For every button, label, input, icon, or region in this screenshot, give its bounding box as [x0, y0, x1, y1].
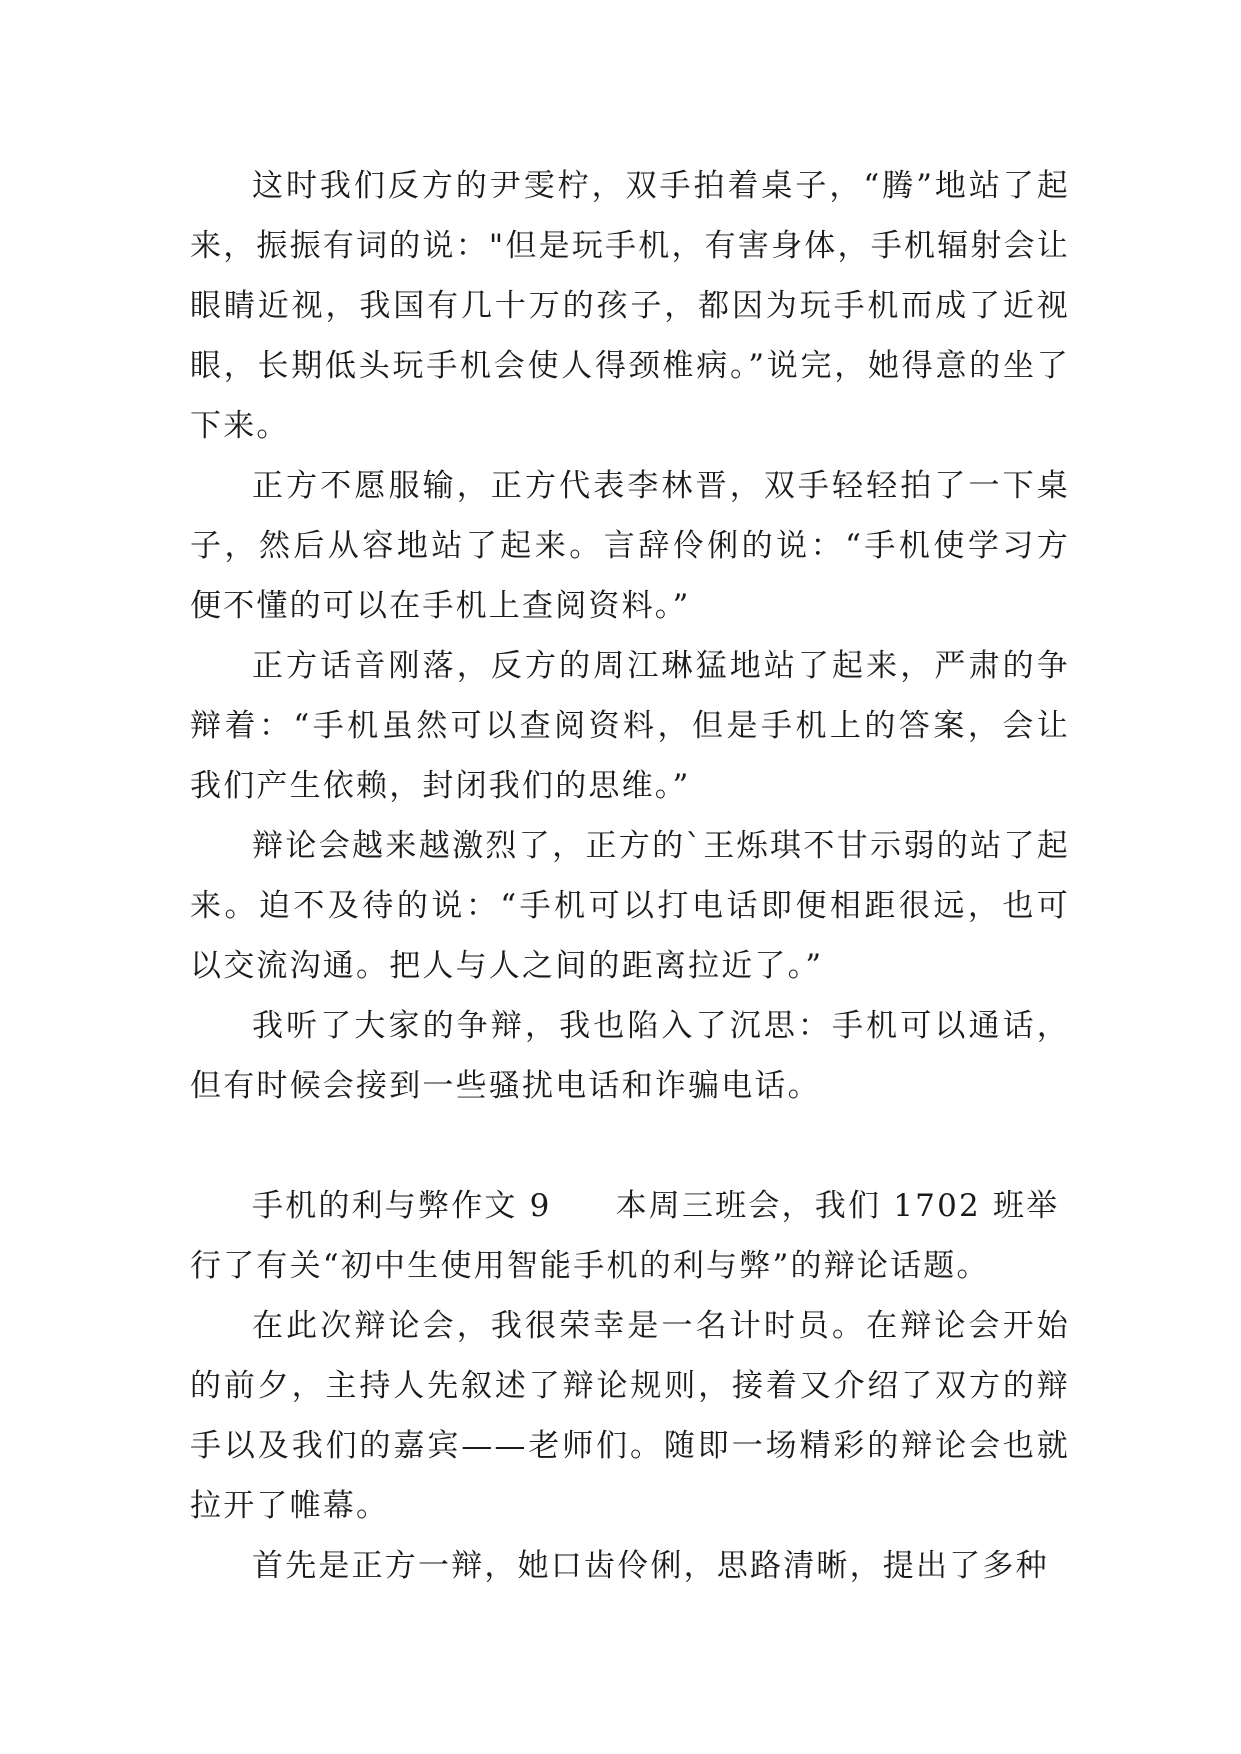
paragraph: 正方话音刚落，反方的周江琳猛地站了起来，严肃的争辩着：“手机虽然可以查阅资料，但是手机上的答案，会让我们产生依赖，封闭我们的思维。”: [190, 648, 1070, 804]
document-body: [190, 156, 1070, 1596]
paragraph: 正方不愿服输，正方代表李林晋，双手轻轻拍了一下桌子，然后从容地站了起来。言辞伶俐的说：“手机使学习方便不懂的可以在手机上查阅资料。”: [190, 468, 1070, 624]
paragraph: 我听了大家的争辩，我也陷入了沉思：手机可以通话，但有时候会接到一些骚扰电话和诈骗电话。: [190, 1008, 1070, 1104]
paragraph: 首先是正方一辩，她口齿伶俐，思路清晰，提出了多种: [252, 1548, 1049, 1584]
paragraph: 这时我们反方的尹雯柠，双手拍着桌子，“腾”地站了起来，振振有词的说："但是玩手机，有害身体，手机辐射会让眼睛近视，我国有几十万的孩子，都因为玩手机而成了近视眼，长期低头玩手机会使人得颈椎病。”说完，她得意的坐了下来。: [190, 168, 1070, 444]
paragraph: 辩论会越来越激烈了，正方的`王烁琪不甘示弱的站了起来。迫不及待的说：“手机可以打电话即便相距很远，也可以交流沟通。把人与人之间的距离拉近了。”: [190, 828, 1070, 984]
section-heading-paragraph: [190, 1176, 1070, 1296]
section-spacer: [190, 1116, 1070, 1176]
paragraph: 本周三班会，我们 1702 班举行了有关“初中生使用智能手机的利与弊”的辩论话题。: [190, 1188, 1060, 1284]
paragraph: 在此次辩论会，我很荣幸是一名计时员。在辩论会开始的前夕，主持人先叙述了辩论规则，接着又介绍了双方的辩手以及我们的嘉宾——老师们。随即一场精彩的辩论会也就拉开了帷幕。: [190, 1308, 1070, 1524]
section-title: 手机的利与弊作文 9: [252, 1188, 552, 1224]
